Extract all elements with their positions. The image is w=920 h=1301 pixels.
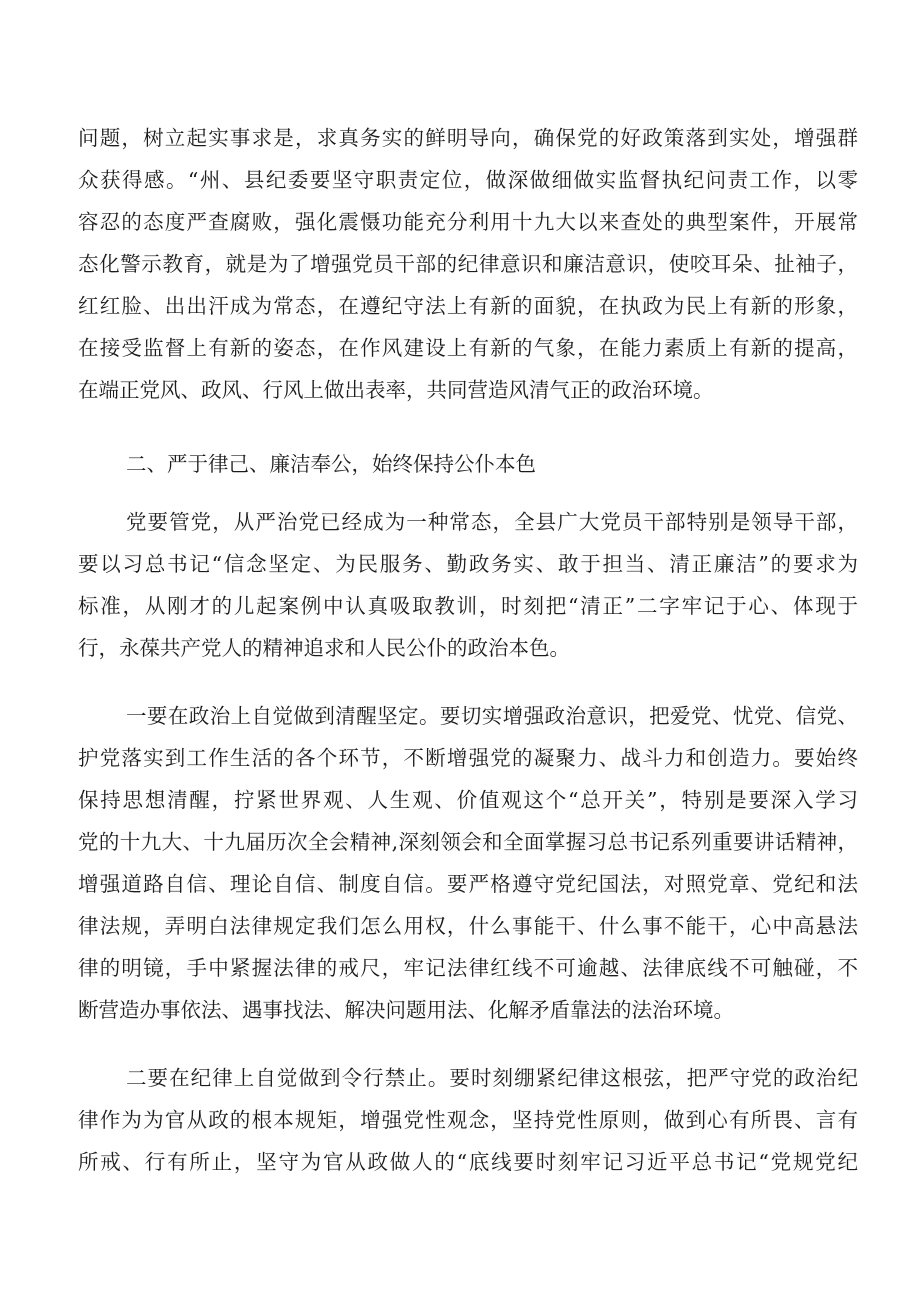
paragraph-3-line-3: 保持思想清醒，拧紧世界观、人生观、价值观这个“总开关”，特别是要深入学习 [78,788,858,812]
paragraph-2-line-1: 党要管党，从严治党已经成为一种常态，全县广大党员干部特别是领导干部， [126,510,858,534]
paragraph-1-line-4: 态化警示教育，就是为了增强党员干部的纪律意识和廉洁意识，使咬耳朵、扯袖子， [78,252,858,276]
paragraph-2-line-2: 要以习总书记“信念坚定、为民服务、勤政务实、敢于担当、清正廉洁”的要求为 [78,552,858,576]
paragraph-1-line-2: 众获得感。“州、县纪委要坚守职责定位，做深做细做实监督执纪问责工作，以零 [78,168,858,192]
paragraph-1-line-6: 在接受监督上有新的姿态，在作风建设上有新的气象，在能力素质上有新的提高， [78,336,858,360]
paragraph-4-line-1: 二要在纪律上自觉做到令行禁止。要时刻绷紧纪律这根弦，把严守党的政治纪 [126,1066,858,1090]
paragraph-3-line-7: 律的明镜，手中紧握法律的戒尺，牢记法律红线不可逾越、法律底线不可触碰，不 [78,956,858,980]
paragraph-2-line-4: 行，永葆共产党人的精神追求和人民公仆的政治本色。 [78,636,570,660]
paragraph-3-line-2: 护党落实到工作生活的各个环节，不断增强党的凝聚力、战斗力和创造力。要始终 [78,746,858,770]
paragraph-4-line-2: 律作为为官从政的根本规矩，增强党性观念，坚持党性原则，做到心有所畏、言有 [78,1108,858,1132]
paragraph-3-line-1: 一要在政治上自觉做到清醒坚定。要切实增强政治意识，把爱党、忧党、信党、 [126,704,858,728]
paragraph-2-line-3: 标准，从刚才的儿起案例中认真吸取教训，时刻把“清正”二字牢记于心、体现于 [78,594,858,618]
paragraph-1-line-3: 容忍的态度严查腐败，强化震慑功能充分利用十九大以来查处的典型案件，开展常 [78,210,858,234]
paragraph-4-line-3: 所戒、行有所止，坚守为官从政做人的“底线要时刻牢记习近平总书记“党规党纪 [78,1150,858,1174]
paragraph-3-line-8: 断营造办事依法、遇事找法、解决问题用法、化解矛盾靠法的法治环境。 [78,998,734,1022]
section-heading: 二、严于律己、廉洁奉公，始终保持公仆本色 [126,452,536,476]
paragraph-1-line-7: 在端正党风、政风、行风上做出表率，共同营造风清气正的政治环境。 [78,378,714,402]
paragraph-1-line-5: 红红脸、出出汗成为常态，在遵纪守法上有新的面貌，在执政为民上有新的形象， [78,294,858,318]
paragraph-1-line-1: 问题，树立起实事求是，求真务实的鲜明导向，确保党的好政策落到实处，增强群 [78,126,858,150]
paragraph-3-line-4: 党的十九大、十九届历次全会精神,深刻领会和全面掌握习总书记系列重要讲话精神， [78,830,858,854]
paragraph-3-line-5: 增强道路自信、理论自信、制度自信。要严格遵守党纪国法，对照党章、党纪和法 [78,872,858,896]
paragraph-3-line-6: 律法规，弄明白法律规定我们怎么用权，什么事能干、什么事不能干，心中高悬法 [78,914,858,938]
